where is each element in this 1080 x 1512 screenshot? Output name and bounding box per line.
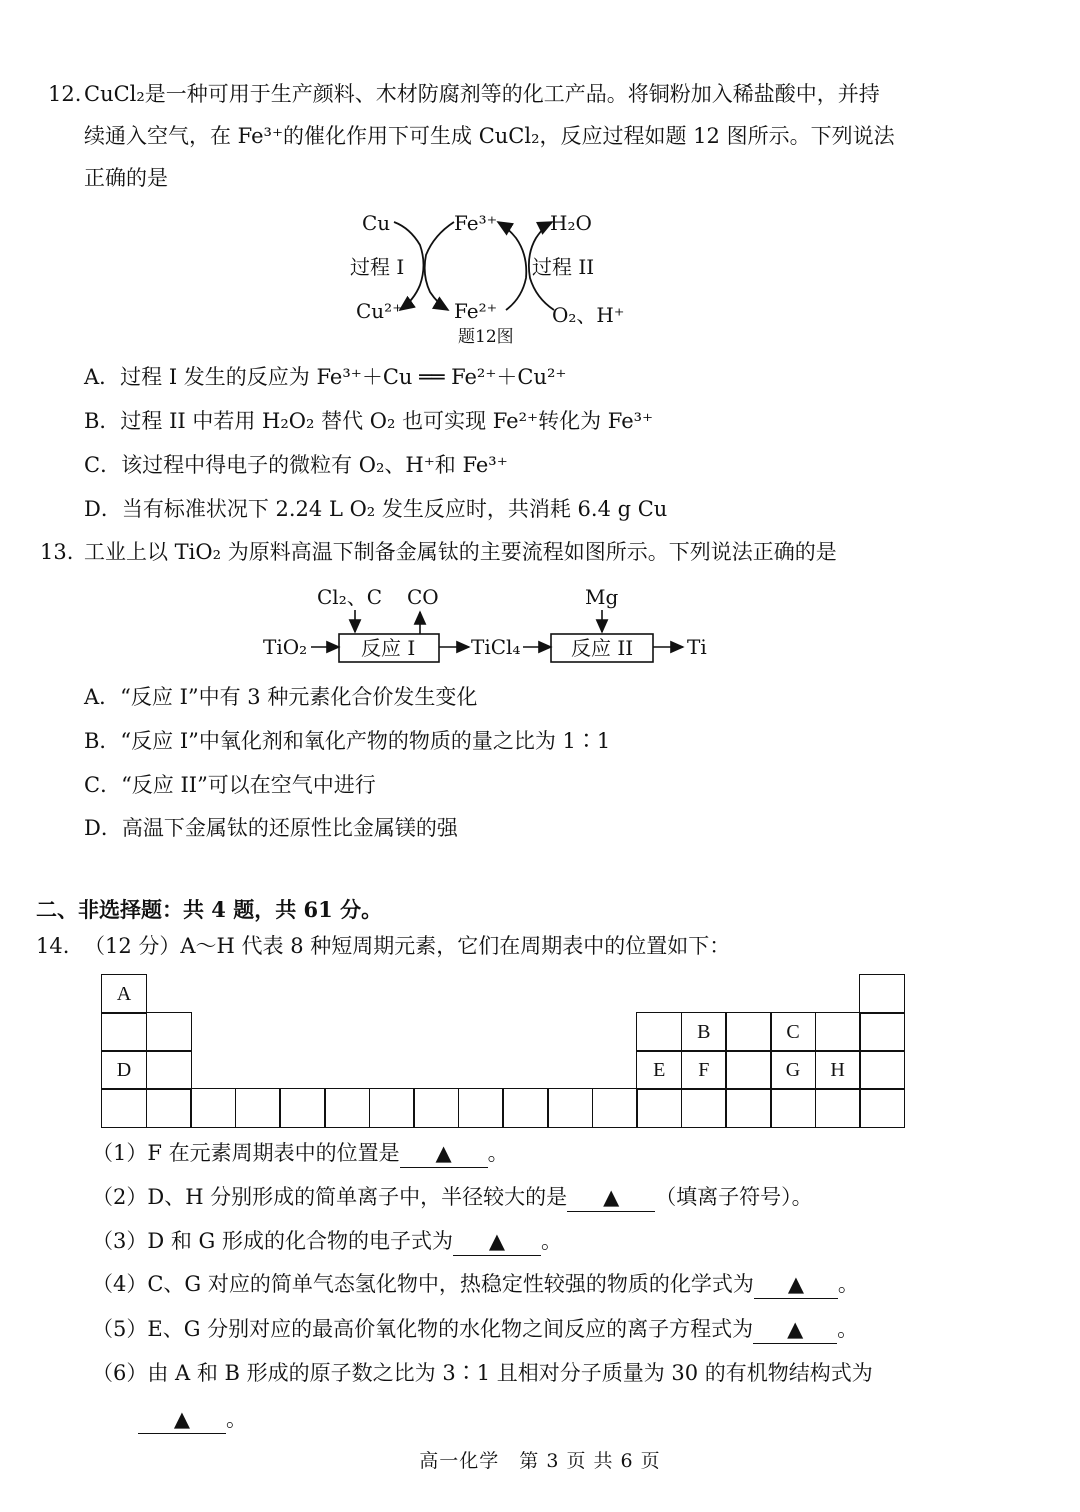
element-label-d: D [116, 1059, 132, 1081]
table-cell [502, 1088, 548, 1128]
flow-reaction1: 反应 I [361, 636, 416, 660]
table-cell [101, 1088, 147, 1128]
label-fe2: Fe²⁺ [454, 299, 498, 323]
table-cell [770, 1050, 816, 1090]
element-label-g: G [785, 1059, 801, 1081]
table-cell [636, 1012, 682, 1052]
section2-title: 二、非选择题：共 4 题，共 61 分。 [36, 897, 383, 922]
table-cell [681, 1088, 727, 1128]
element-label-c: C [786, 1021, 800, 1043]
answer-blank-2[interactable]: ▲ [567, 1183, 655, 1212]
diagram-caption: 题12图 [458, 327, 514, 347]
label-cu2: Cu²⁺ [356, 299, 403, 323]
q14-sub6-answer-line [138, 1405, 247, 1434]
element-label-f: F [698, 1059, 710, 1081]
table-cell [725, 1050, 771, 1090]
q13-option-b: B．“反应 I”中氧化剂和氧化产物的物质的量之比为 1∶1 [84, 729, 611, 753]
q12-stem-line3: 正确的是 [84, 166, 168, 190]
table-cell [146, 1012, 192, 1052]
q14-sub4-text: （4）C、G 对应的简单气态氢化物中，热稳定性较强的物质的化学式为 [92, 1272, 754, 1296]
table-cell [815, 1012, 861, 1052]
table-cell [859, 974, 905, 1014]
q13-stem: 工业上以 TiO₂ 为原料高温下制备金属钛的主要流程如图所示。下列说法正确的是 [84, 540, 837, 564]
arc-fe3-to-fe2 [425, 222, 454, 310]
q14-sub5-tail: 。 [837, 1317, 859, 1341]
label-fe3: Fe³⁺ [454, 211, 498, 235]
q12-option-c: C．该过程中得电子的微粒有 O₂、H⁺和 Fe³⁺ [84, 453, 508, 477]
q12-cycle-diagram [330, 200, 650, 350]
flow-reaction2: 反应 II [571, 636, 634, 660]
flow-input2: Mg [585, 585, 619, 609]
table-cell [770, 1088, 816, 1128]
flow-end: Ti [687, 635, 707, 659]
q14-sub4-tail: 。 [837, 1272, 859, 1296]
q14-sub6-tail: 。 [226, 1407, 247, 1431]
q14-sub6 [92, 1359, 873, 1387]
answer-blank-5[interactable]: ▲ [753, 1315, 837, 1344]
element-label-h: H [830, 1059, 845, 1081]
q14-sub2-tail: （填离子符号）。 [655, 1185, 813, 1209]
table-cell [592, 1088, 638, 1128]
flow-output1: CO [407, 585, 439, 609]
q14-sub1 [92, 1139, 509, 1168]
table-cell [547, 1088, 593, 1128]
label-h2o: H₂O [550, 211, 592, 235]
q14-sub6-text: （6）由 A 和 B 形成的原子数之比为 3∶1 且相对分子质量为 30 的有机物结构式为 [92, 1361, 873, 1385]
table-cell [815, 1050, 861, 1090]
q12-stem-line2: 续通入空气，在 Fe³⁺的催化作用下可生成 CuCl₂，反应过程如题 12 图所示。下列说法 [84, 124, 895, 148]
flow-middle: TiCl₄ [471, 635, 521, 659]
answer-blank-4[interactable]: ▲ [754, 1270, 838, 1299]
q13-number: 13. [40, 540, 74, 564]
table-cell [725, 1012, 771, 1052]
table-cell [859, 1012, 905, 1052]
table-cell [681, 1050, 727, 1090]
q12-option-b: B．过程 II 中若用 H₂O₂ 替代 O₂ 也可实现 Fe²⁺转化为 Fe³⁺ [84, 409, 654, 433]
table-cell [725, 1088, 771, 1128]
q12-option-a: A．过程 I 发生的反应为 Fe³⁺＋Cu ══ Fe²⁺＋Cu²⁺ [84, 365, 567, 389]
table-cell [146, 1050, 192, 1090]
label-process1: 过程 I [350, 255, 405, 279]
q14-number: 14. [36, 934, 70, 958]
q14-stem: （12 分）A～H 代表 8 种短周期元素，它们在周期表中的位置如下： [84, 934, 731, 958]
q14-sub1-tail: 。 [487, 1141, 509, 1165]
table-cell [681, 1012, 727, 1052]
q14-sub3 [92, 1227, 562, 1256]
table-cell [636, 1050, 682, 1090]
q14-sub2 [92, 1183, 813, 1212]
q14-sub5 [92, 1315, 858, 1344]
flow-input1: Cl₂、C [317, 585, 383, 609]
q14-sub3-text: （3）D 和 G 形成的化合物的电子式为 [92, 1229, 453, 1253]
element-label-b: B [697, 1021, 711, 1043]
table-cell [101, 1012, 147, 1052]
table-cell [636, 1088, 682, 1128]
page-footer: 高一化学 第 3 页 共 6 页 [419, 1450, 661, 1472]
table-cell [101, 974, 147, 1014]
element-label-e: E [653, 1059, 666, 1081]
label-cu: Cu [362, 211, 391, 235]
arc-fe2-to-fe3 [498, 222, 526, 310]
q12-stem-line1: CuCl₂是一种可用于生产颜料、木材防腐剂等的化工产品。将铜粉加入稀盐酸中，并持 [84, 82, 880, 106]
q14-sub4 [92, 1270, 859, 1299]
table-cell [859, 1088, 905, 1128]
table-cell [859, 1050, 905, 1090]
table-cell [815, 1088, 861, 1128]
element-label-a: A [116, 983, 132, 1005]
answer-blank-1[interactable]: ▲ [400, 1139, 488, 1168]
table-cell [369, 1088, 415, 1128]
periodic-table [101, 974, 905, 1128]
table-cell [190, 1088, 236, 1128]
answer-blank-6[interactable]: ▲ [138, 1405, 226, 1434]
q13-option-a: A．“反应 I”中有 3 种元素化合价发生变化 [84, 685, 478, 709]
table-cell [279, 1088, 325, 1128]
answer-blank-3[interactable]: ▲ [453, 1227, 541, 1256]
q14-sub2-text: （2）D、H 分别形成的简单离子中，半径较大的是 [92, 1185, 568, 1209]
flow-start: TiO₂ [263, 635, 308, 659]
table-cell [146, 1088, 192, 1128]
q14-sub5-text: （5）E、G 分别对应的最高价氧化物的水化物之间反应的离子方程式为 [92, 1317, 754, 1341]
q13-option-c: C．“反应 II”可以在空气中进行 [84, 773, 376, 797]
table-cell [770, 1012, 816, 1052]
table-cell [413, 1088, 459, 1128]
table-cell [458, 1088, 504, 1128]
table-cell [235, 1088, 281, 1128]
label-process2: 过程 II [532, 255, 595, 279]
q14-sub1-text: （1）F 在元素周期表中的位置是 [92, 1141, 400, 1165]
q12-number: 12. [48, 82, 82, 106]
label-o2-h: O₂、H⁺ [552, 303, 625, 327]
q14-sub3-tail: 。 [541, 1229, 562, 1253]
table-cell [324, 1088, 370, 1128]
q13-option-d: D．高温下金属钛的还原性比金属镁的强 [84, 816, 458, 840]
table-cell [101, 1050, 147, 1090]
q12-option-d: D．当有标准状况下 2.24 L O₂ 发生反应时，共消耗 6.4 g Cu [84, 497, 668, 521]
q13-flow-diagram [255, 580, 725, 670]
